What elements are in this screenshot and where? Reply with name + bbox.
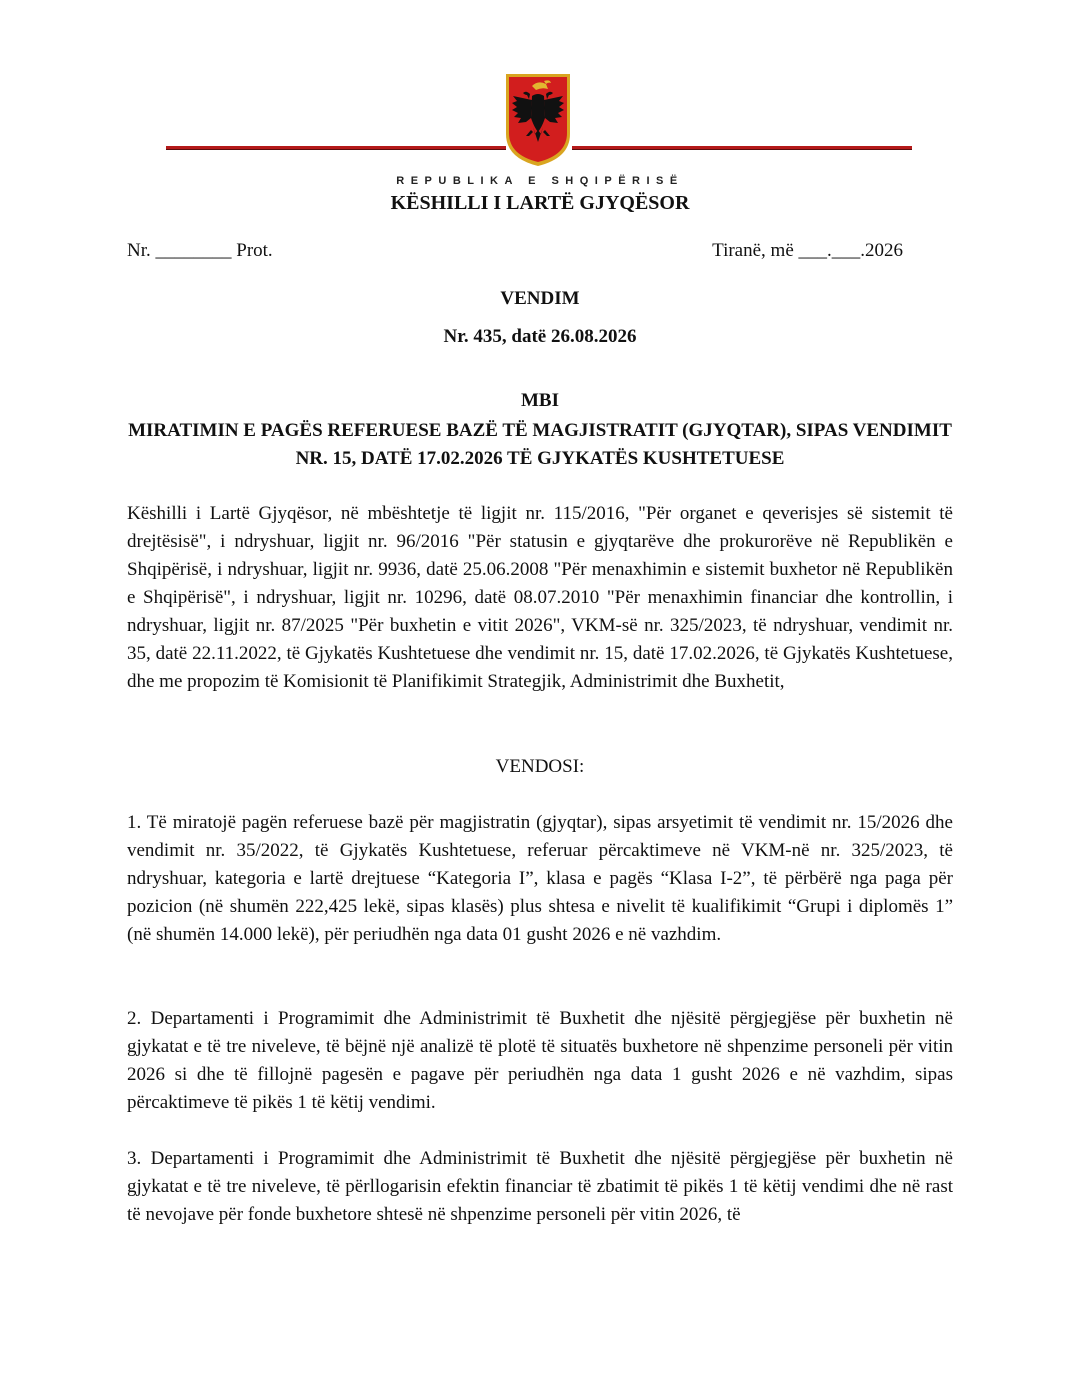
albania-coat-of-arms-icon — [504, 72, 572, 168]
preamble-paragraph: Këshilli i Lartë Gjyqësor, në mbështetje të ligjit nr. 115/2016, "Për organet e qeverisjes së sistemit të drejtësisë", i ndryshuar, ligjit nr. 96/2016 "Për statusin e gjyqtarëve dhe prokurorëve në Republikën e Shqipërisë, i ndryshuar, ligjit nr. 9936, datë 25.06.2008 "Për menaxhimin e sistemit buxhetor në Republikën e Shqipërisë", i ndryshuar, ligjit nr. 10296, datë 08.07.2010 "Për menaxhimin financiar dhe kontrollin, i ndryshuar, ligjit nr. 87/2025 "Për buxhetin e vitit 2026", VKM-së nr. 325/2023, të ndryshuar, vendimit nr. 35, datë 22.11.2022, të Gjykatës Kushtetuese dhe vendimit nr. 15, datë 17.02.2026, të Gjykatës Kushtetuese, dhe me propozim të Komisionit të Planifikimit Strategjik, Administrimit dhe Buxhetit, — [127, 503, 953, 692]
decision-point-2: 2. Departamenti i Programimit dhe Administrimit të Buxhetit dhe njësitë përgjegjëse për buxhetin në gjykatat e të tre niveleve, të bëjnë një analizë të plotë të situatës buxhetore në shpenzime personeli për vitin 2026 si dhe të fillojnë pagesën e pagave për periudhën nga data 1 gusht 2026 e në vazhdim, sipas përcaktimeve të pikës 1 të këtij vendimi. — [127, 1008, 953, 1113]
header-rule-right — [572, 146, 912, 149]
institution-name: KËSHILLI I LARTË GJYQËSOR — [390, 192, 690, 214]
place-date: Tiranë, më ___.___.2026 — [712, 240, 903, 261]
decision-point-1: 1. Të miratojë pagën referuese bazë për magjistratin (gjyqtar), sipas arsyetimit të vendimit nr. 15/2026 dhe vendimit nr. 35/2022, të Gjykatës Kushtetuese, referuar përcaktimeve në VKM-në nr. 325/2023, të ndryshuar, kategoria e lartë drejtuese “Kategoria I”, klasa e pagës “Klasa I-2”, të përbërë nga paga për pozicion (në shumën 222,425 lekë, sipas klasës) plus shtesa e nivelit të kualifikimit “Grupi i diplomës 1” (në shumën 14.000 lekë), për periudhën nga data 01 gusht 2026 e në vazhdim. — [127, 812, 953, 945]
document-type: VENDIM — [500, 288, 580, 309]
republic-heading: REPUBLIKA E SHQIPËRISË — [396, 175, 684, 187]
decision-subject: MIRATIMIN E PAGËS REFERUESE BAZË TË MAGJISTRATIT (GJYQTAR), SIPAS VENDIMIT NR. 15, DATË 17.02.2026 TË GJYKATËS KUSHTETUESE — [128, 420, 952, 469]
protocol-number: Nr. ________ Prot. — [127, 240, 273, 261]
decision-point-3: 3. Departamenti i Programimit dhe Administrimit të Buxhetit dhe njësitë përgjegjëse për buxhetin në gjykatat e të tre niveleve, të përllogarisin efektin financiar të zbatimit të pikës 1 të këtij vendimi dhe në rast të nevojave për fonde buxhetore shtesë në shpenzime personeli për vitin 2026, të — [127, 1148, 953, 1225]
decision-number: Nr. 435, datë 26.08.2026 — [443, 326, 637, 347]
header-rule-left — [166, 146, 506, 149]
decided-heading: VENDOSI: — [495, 756, 585, 777]
subject-prefix: MBI — [521, 390, 559, 411]
